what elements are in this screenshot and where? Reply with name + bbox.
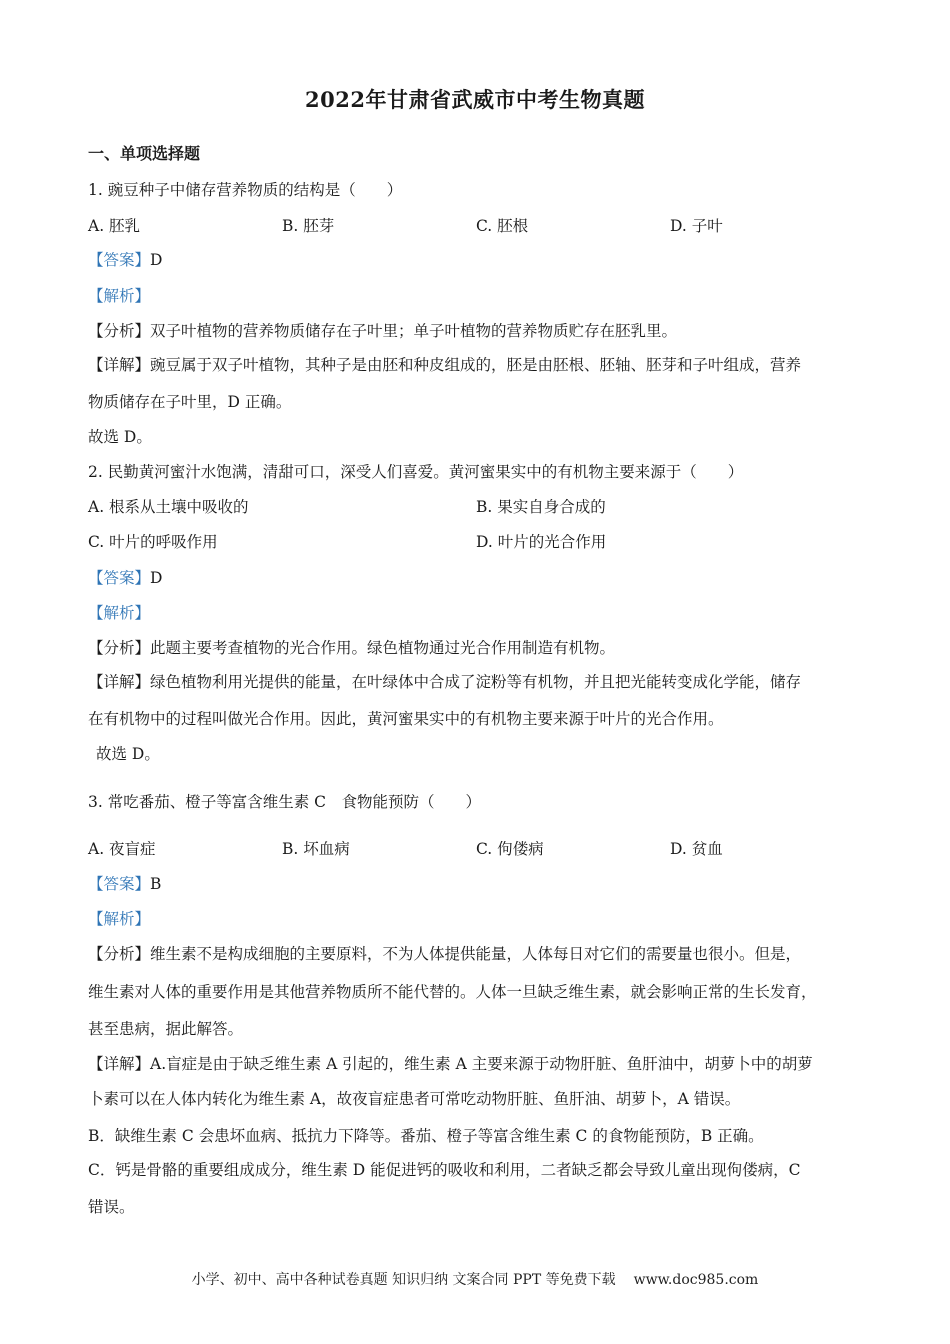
- q3-option-c-explain: C．钙是骨骼的重要组成成分，维生素 D 能促进钙的吸收和利用，二者缺乏都会导致儿童出现佝偻病，C: [88, 1161, 801, 1179]
- q3-xiangjie-text: A.盲症是由于缺乏维生素 A 引起的，维生素 A 主要来源于动物肝脏、鱼肝油中，胡萝卜中的胡萝: [150, 1055, 813, 1073]
- answer-tag: 【答案】: [88, 251, 151, 269]
- q2-answer: [88, 566, 162, 588]
- q2-stem: 2. 民勤黄河蜜汁水饱满，清甜可口，深受人们喜爱。黄河蜜果实中的有机物主要来源于（ ）: [88, 463, 744, 481]
- q3-option-b: B. 坏血病: [282, 840, 350, 858]
- q3-option-b-explain: B．缺维生素 C 会患坏血病、抵抗力下降等。番茄、橙子等富含维生素 C 的食物能预防，B 正确。: [88, 1127, 764, 1145]
- q3-answer-value: B: [150, 875, 162, 893]
- q1-option-a: A. 胚乳: [88, 217, 141, 235]
- q2-option-b: B. 果实自身合成的: [476, 498, 606, 516]
- q3-option-c: C. 佝偻病: [476, 840, 544, 858]
- q1-answer: [88, 248, 162, 270]
- q2-answer-value: D: [150, 569, 163, 587]
- xiangjie-tag: 【详解】: [88, 673, 151, 691]
- q2-fenxi: [88, 636, 615, 658]
- q2-fenxi-text: 此题主要考查植物的光合作用。绿色植物通过光合作用制造有机物。: [150, 639, 616, 657]
- xiangjie-tag: 【详解】: [88, 356, 151, 374]
- fenxi-tag: 【分析】: [88, 639, 151, 657]
- q2-xiangjie-text: 绿色植物利用光提供的能量，在叶绿体中合成了淀粉等有机物，并且把光能转变成化学能，储存: [150, 673, 802, 691]
- q1-fenxi-text: 双子叶植物的营养物质储存在子叶里；单子叶植物的营养物质贮存在胚乳里。: [150, 322, 678, 340]
- answer-tag: 【答案】: [88, 875, 151, 893]
- xiangjie-tag: 【详解】: [88, 1055, 151, 1073]
- q2-xiangjie: [88, 670, 801, 692]
- q1-answer-value: D: [150, 251, 163, 269]
- q2-option-a: A. 根系从土壤中吸收的: [88, 498, 249, 516]
- section-heading: 一、单项选择题: [88, 144, 201, 163]
- page-title: 2022年甘肃省武威市中考生物真题: [305, 87, 645, 112]
- q1-xiangjie-cont: 物质储存在子叶里，D 正确。: [88, 393, 292, 411]
- answer-tag: 【答案】: [88, 569, 151, 587]
- q3-fenxi-cont-1: 维生素对人体的重要作用是其他营养物质所不能代替的。人体一旦缺乏维生素，就会影响正常的生长发育，: [88, 983, 817, 1001]
- q3-option-a: A. 夜盲症: [88, 840, 156, 858]
- q1-option-c: C. 胚根: [476, 217, 529, 235]
- fenxi-tag: 【分析】: [88, 945, 151, 963]
- q3-xiangjie: [88, 1052, 813, 1074]
- q3-stem: 3. 常吃番茄、橙子等富含维生素 C 食物能预防（ ）: [88, 793, 482, 811]
- q1-analysis-tag: 【解析】: [88, 287, 151, 305]
- q3-option-d: D. 贫血: [670, 840, 723, 858]
- q3-analysis-tag: 【解析】: [88, 910, 151, 928]
- q3-fenxi-text: 维生素不是构成细胞的主要原料，不为人体提供能量，人体每日对它们的需要量也很小。但是，: [150, 945, 802, 963]
- q1-fenxi: [88, 319, 677, 341]
- q1-option-d: D. 子叶: [670, 217, 723, 235]
- q3-fenxi-cont-2: 甚至患病，据此解答。: [88, 1020, 244, 1038]
- q3-answer: [88, 872, 161, 894]
- q1-option-b: B. 胚芽: [282, 217, 335, 235]
- fenxi-tag: 【分析】: [88, 322, 151, 340]
- q1-xiangjie-text: 豌豆属于双子叶植物，其种子是由胚和种皮组成的，胚是由胚根、胚轴、胚芽和子叶组成，营养: [150, 356, 802, 374]
- q2-choice: 故选 D。: [96, 745, 160, 763]
- page-footer: [0, 1269, 950, 1289]
- q3-fenxi: [88, 942, 801, 964]
- q2-option-c: C. 叶片的呼吸作用: [88, 533, 218, 551]
- q2-option-d: D. 叶片的光合作用: [476, 533, 607, 551]
- q1-xiangjie: [88, 353, 801, 375]
- q3-option-c-explain-cont: 错误。: [88, 1198, 135, 1216]
- q1-stem: 1. 豌豆种子中储存营养物质的结构是（ ）: [88, 181, 403, 199]
- footer-text: 小学、初中、高中各种试卷真题 知识归纳 文案合同 PPT 等免费下载: [191, 1272, 616, 1288]
- q1-choice: 故选 D。: [88, 428, 152, 446]
- q2-analysis-tag: 【解析】: [88, 604, 151, 622]
- q2-xiangjie-cont: 在有机物中的过程叫做光合作用。因此，黄河蜜果实中的有机物主要来源于叶片的光合作用。: [88, 710, 724, 728]
- q3-xiangjie-cont: 卜素可以在人体内转化为维生素 A，故夜盲症患者可常吃动物肝脏、鱼肝油、胡萝卜，A 错误。: [88, 1090, 741, 1108]
- footer-link[interactable]: www.doc985.com: [633, 1272, 759, 1288]
